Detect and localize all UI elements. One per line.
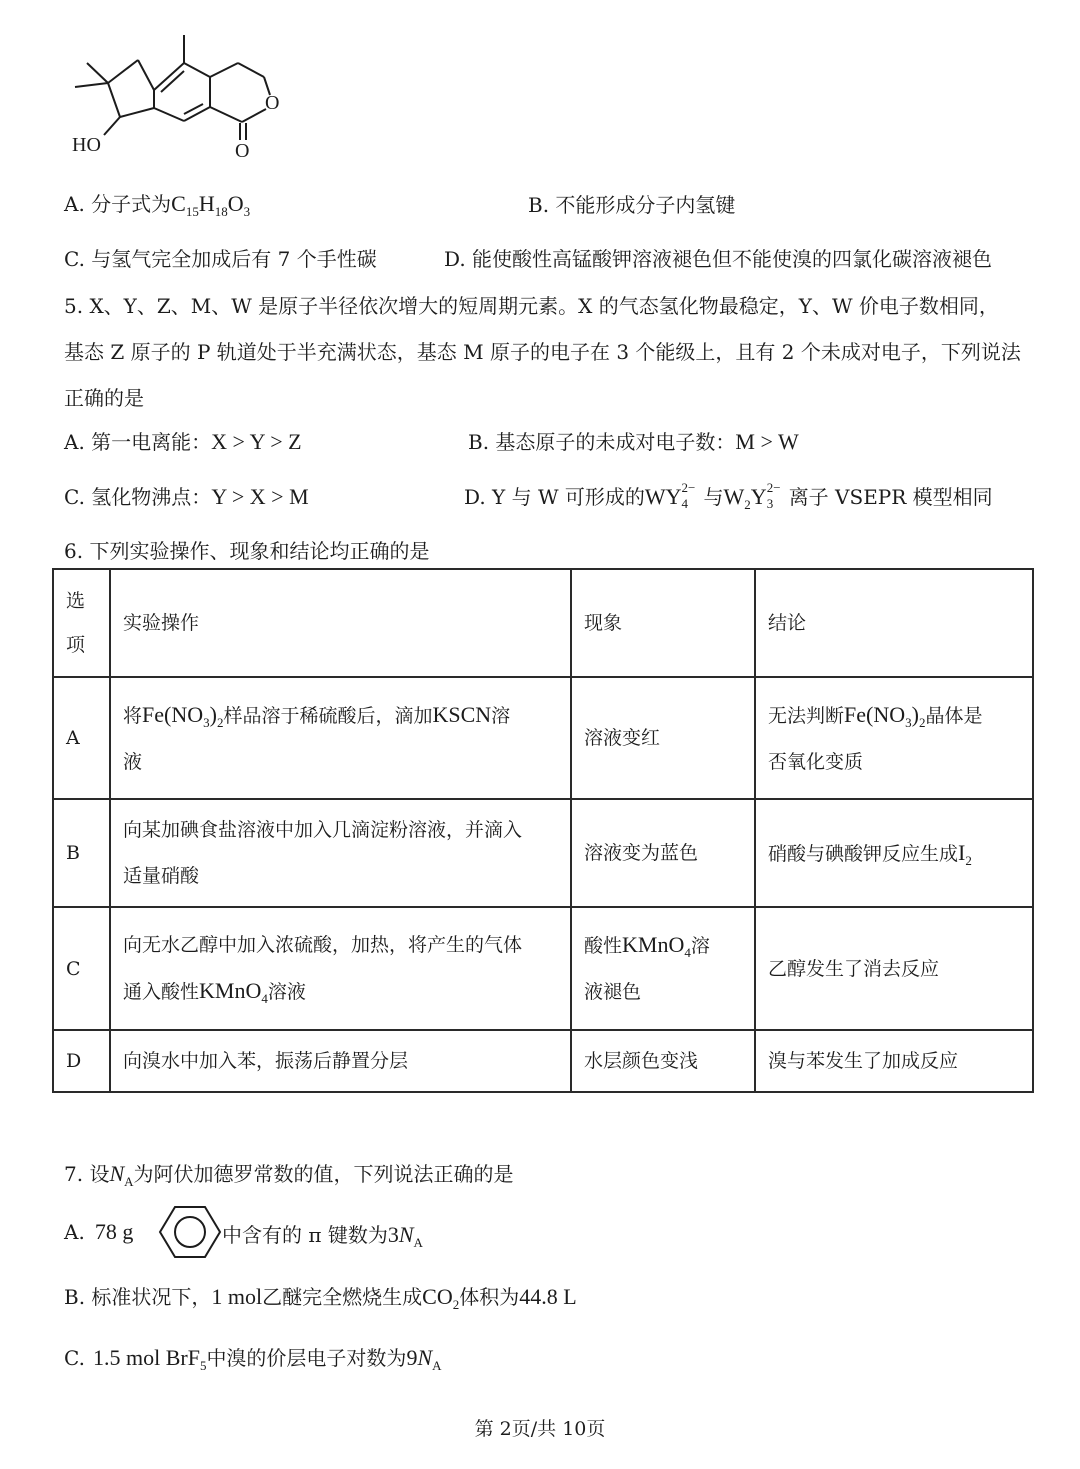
- q5-option-d-ion1: WY 2− 4: [644, 480, 696, 511]
- q4-option-d: D. 能使酸性高锰酸钾溶液褪色但不能使溴的四氯化碳溶液褪色: [444, 247, 993, 271]
- table-row: [53, 677, 1033, 799]
- q4-option-a-formula: $C_{15}H_{18}O_3$: [171, 191, 251, 219]
- row-b-operation: 向某加碘食盐溶液中加入几滴淀粉溶液，并滴入 适量硝酸: [110, 799, 571, 907]
- table-row: [53, 907, 1033, 1030]
- q5-option-d-ion2: $W_2Y$ 2− 3: [723, 480, 781, 512]
- q4-option-b: B. 不能形成分子内氢键: [528, 193, 736, 217]
- q5-stem-line3: 正确的是: [64, 386, 144, 410]
- label-ho: HO: [72, 134, 101, 156]
- row-b-phenomenon: 溶液变为蓝色: [571, 799, 755, 907]
- q4-option-a-text: A. 分子式为: [64, 192, 172, 216]
- row-d-conclusion: 溴与苯发生了加成反应: [755, 1030, 1033, 1092]
- q5-option-d: D. Y 与 W 可形成的WY 2− 4 与$W_2Y$ 2− 3 离子 VSEPR 模型相同: [464, 480, 993, 512]
- q5-option-c: C. 氢化物沸点：Y > X > M: [64, 484, 309, 509]
- q4-option-a: [64, 188, 250, 217]
- q7-option-b: B. 标准状况下，1 mol乙醚完全燃烧生成$CO_2$体积为44.8 L: [64, 1284, 577, 1312]
- row-c-operation: 向无水乙醇中加入浓硫酸，加热，将产生的气体 通入酸性KMnO$_4$溶液: [110, 907, 571, 1030]
- q7-option-c: C. 1.5 mol BrF$_5$中溴的价层电子对数为$9N_A$: [64, 1345, 442, 1373]
- header-option: 选 项: [53, 569, 110, 677]
- header-phenomenon: 现象: [571, 569, 755, 677]
- row-a-conclusion: 无法判断$Fe(NO_3)_2$晶体是 否氧化变质: [755, 677, 1033, 799]
- q4-option-c: C. 与氢气完全加成后有 7 个手性碳: [64, 247, 377, 271]
- q7-option-a: A. 78 g: [64, 1219, 134, 1244]
- label-o-ring: O: [265, 92, 280, 114]
- row-b-conclusion: 硝酸与碘酸钾反应生成$I_2$: [755, 799, 1033, 907]
- row-d-option: D: [53, 1030, 110, 1092]
- q6-stem: 6. 下列实验操作、现象和结论均正确的是: [64, 539, 430, 563]
- q5-option-a-expr: X > Y > Z: [211, 429, 302, 454]
- row-b-option: B: [53, 799, 110, 907]
- table-row: [53, 1030, 1033, 1092]
- header-operation: 实验操作: [110, 569, 571, 677]
- experiment-table: [52, 568, 1034, 1093]
- page-number-footer: 第 2页/共 10页: [474, 1418, 606, 1440]
- table-row: [53, 799, 1033, 907]
- row-d-operation: 向溴水中加入苯，振荡后静置分层: [110, 1030, 571, 1092]
- molecule-structure-diagram: [60, 25, 300, 165]
- benzene-ring-icon: [158, 1204, 222, 1260]
- row-c-phenomenon: 酸性KMnO$_4$溶 液褪色: [571, 907, 755, 1030]
- row-a-option: A: [53, 677, 110, 799]
- label-o-carbonyl: O: [235, 140, 250, 162]
- table-header-row: [53, 569, 1033, 677]
- header-conclusion: 结论: [755, 569, 1033, 677]
- q5-stem-line2: 基态 Z 原子的 P 轨道处于半充满状态，基态 M 原子的电子在 3 个能级上，且有 2 个未成对电子，下列说法: [64, 340, 1021, 364]
- q5-option-a: A. 第一电离能：X > Y > Z: [64, 429, 302, 454]
- q5-stem-line1: 5. X、Y、Z、M、W 是原子半径依次增大的短周期元素。X 的气态氢化物最稳定，Y、W 价电子数相同，: [64, 294, 999, 318]
- row-a-phenomenon: 溶液变红: [571, 677, 755, 799]
- q5-option-b: B. 基态原子的未成对电子数：M > W: [468, 429, 799, 454]
- q5-option-b-expr: M > W: [735, 429, 799, 454]
- q7-option-a-rest: 中含有的 π 键数为$3N_A$: [222, 1222, 423, 1250]
- q5-option-c-expr: Y > X > M: [211, 484, 309, 509]
- row-c-conclusion: 乙醇发生了消去反应: [755, 907, 1033, 1030]
- row-d-phenomenon: 水层颜色变浅: [571, 1030, 755, 1092]
- q7-stem: 7. 设$N_A$为阿伏加德罗常数的值，下列说法正确的是: [64, 1161, 514, 1189]
- row-a-operation: 将$Fe(NO_3)_2$样品溶于稀硫酸后，滴加KSCN溶 液: [110, 677, 571, 799]
- row-c-option: C: [53, 907, 110, 1030]
